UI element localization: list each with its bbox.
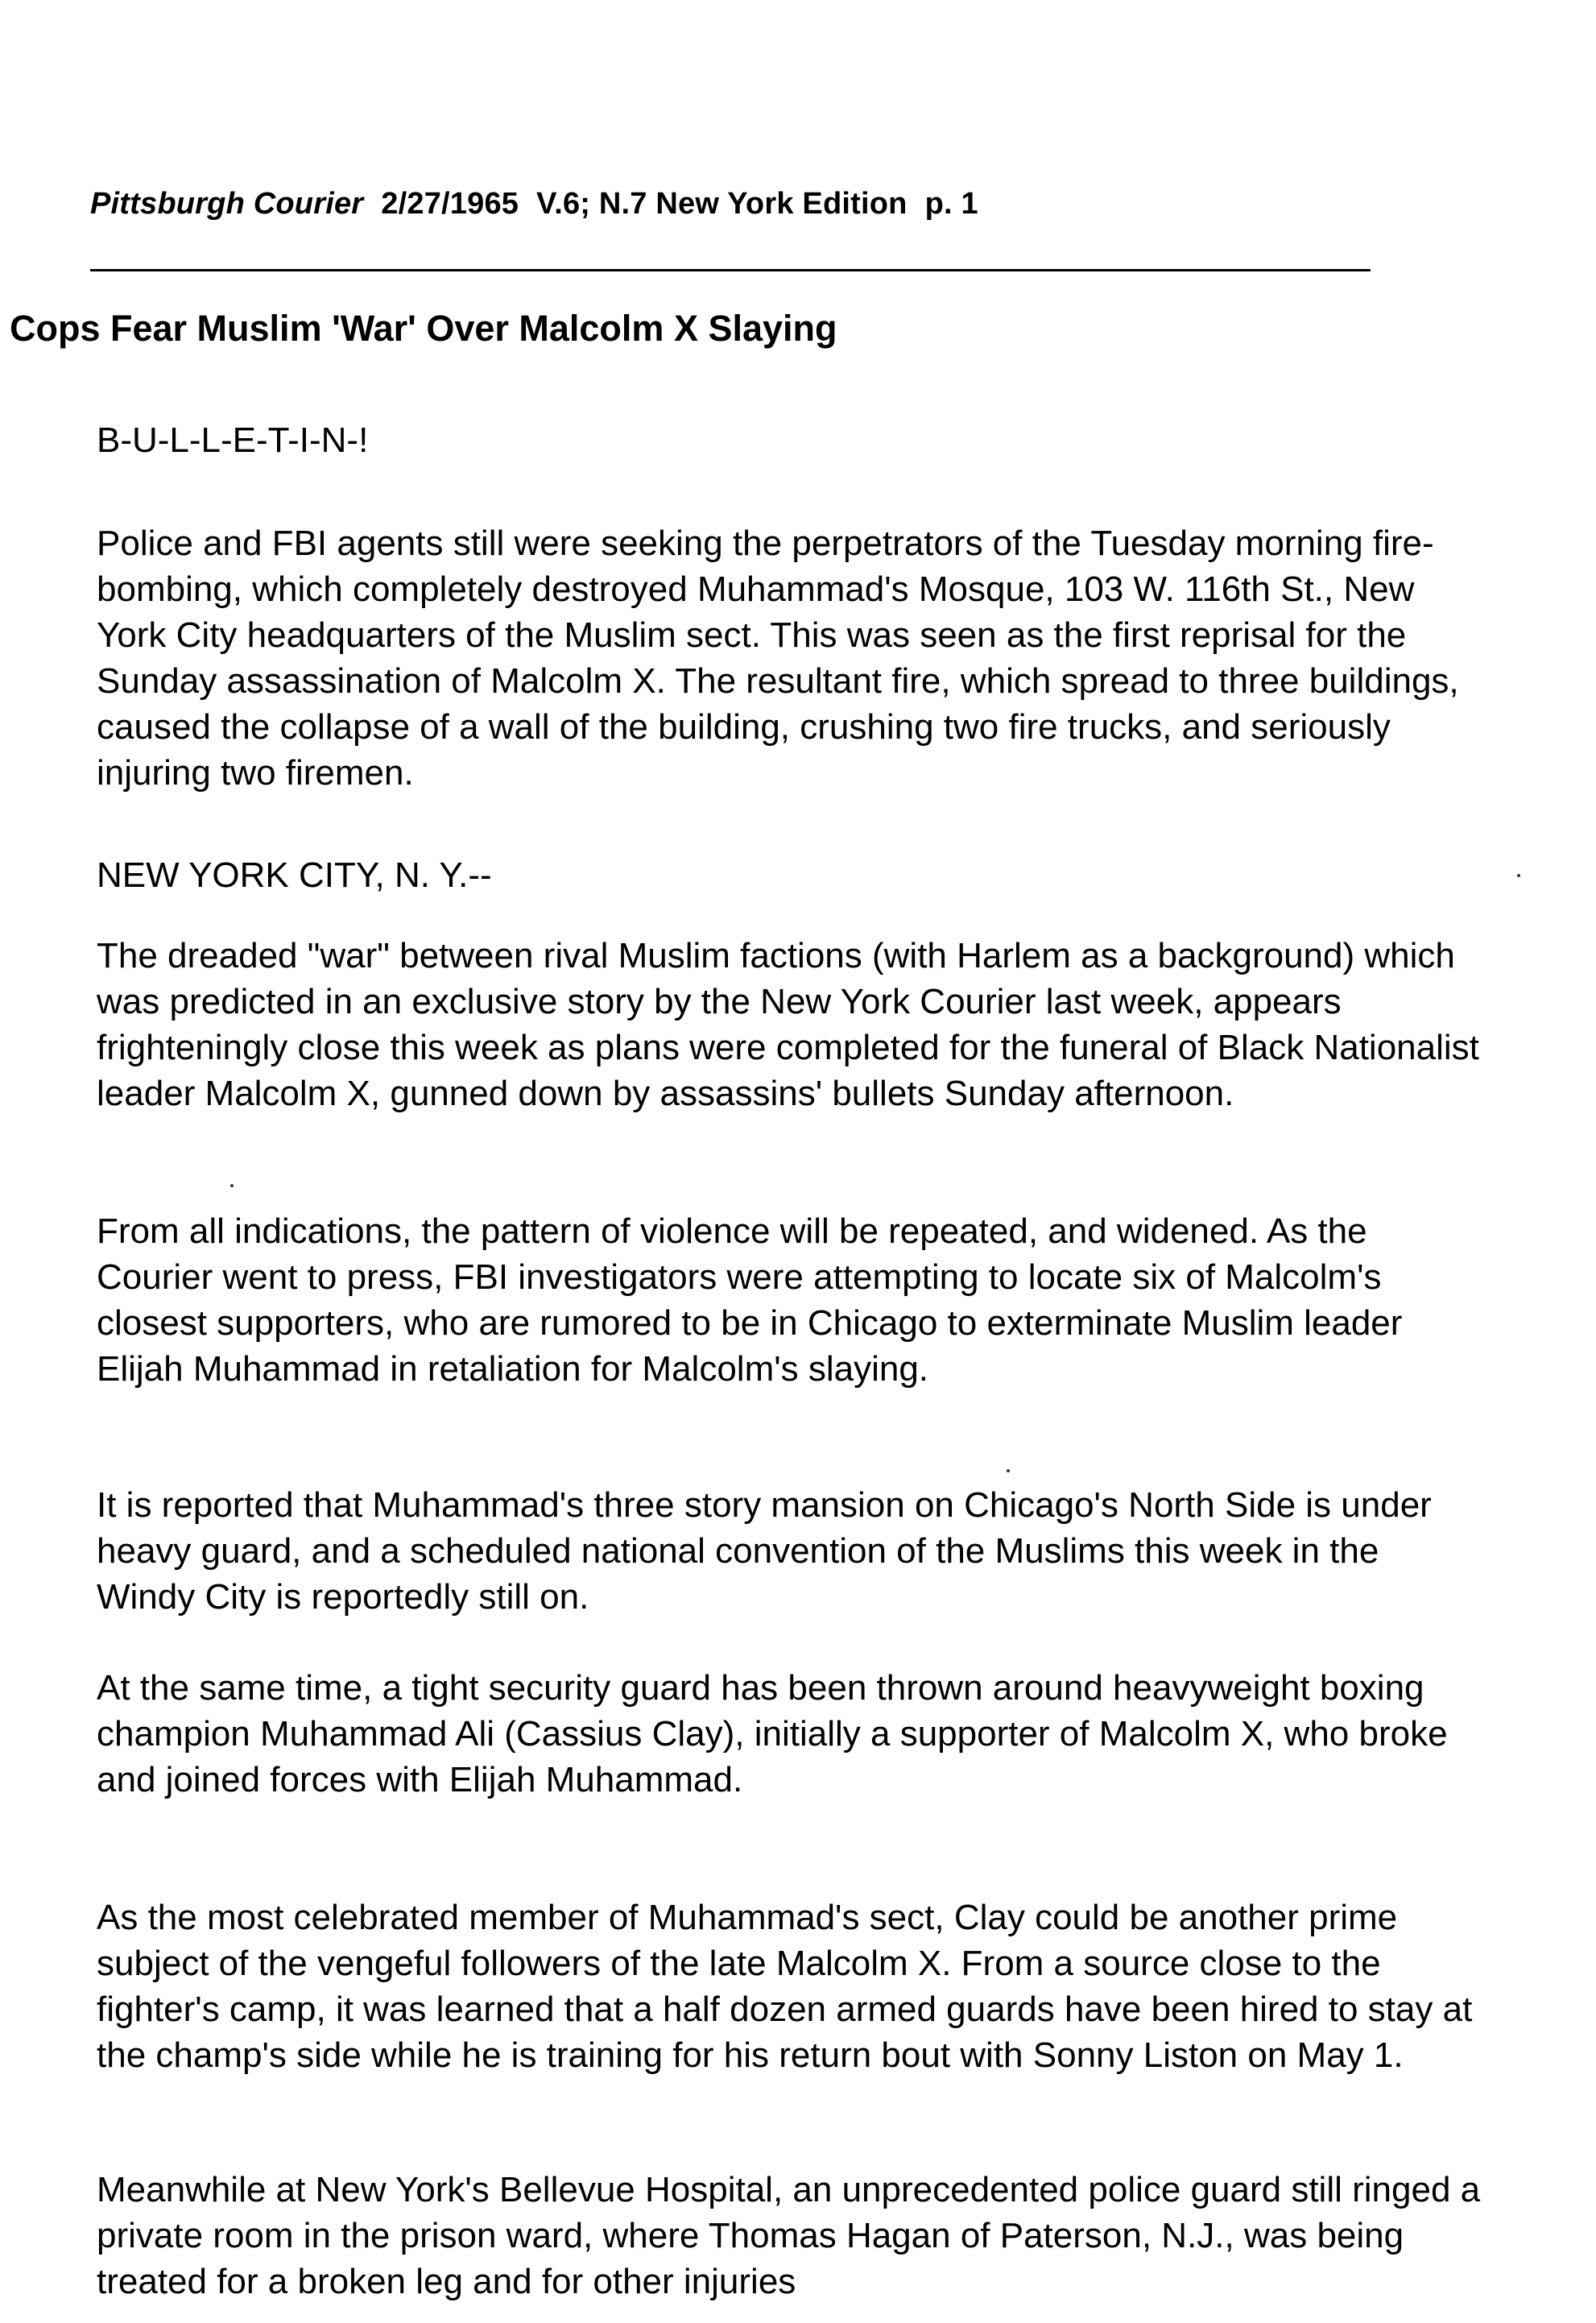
scan-speck [1517,874,1520,877]
paragraph: As the most celebrated member of Muhammad's sect, Clay could be another prime subject of the vengeful followers of the late Malcolm X. From a source close to the fighter's camp, it was learned that a half dozen armed guards have been hired to stay at the champ's side while he is training for his return bout with Sonny Liston on May 1. [97,1898,1473,2075]
scan-speck [1007,1469,1010,1472]
citation-line [90,187,978,222]
divider-rule [90,269,1371,271]
volume-number: V.6; N.7 [536,187,647,221]
paragraph: At the same time, a tight security guard has been thrown around heavyweight boxing champion Muhammad Ali (Cassius Clay), initially a supporter of Malcolm X, who broke and joined forces with Elijah Muhammad. [97,1668,1448,1799]
paragraph: The dreaded "war" between rival Muslim factions (with Harlem as a background) which was predicted in an exclusive story by the New York Courier last week, appears frighteningly close this week as plans were completed for the funeral of Black Nationalist leader Malcolm X, gunned down by assassins' bullets Sunday afternoon. [97,936,1479,1113]
article-headline: Cops Fear Muslim 'War' Over Malcolm X Slaying [10,308,837,349]
paragraph: Meanwhile at New York's Bellevue Hospital, an unprecedented police guard still ringed a private room in the prison ward, where Thomas Hagan of Paterson, N.J., was being treated for a broken leg and for other injuries [97,2170,1481,2301]
publication-name: Pittsburgh Courier [90,187,364,221]
paragraph: It is reported that Muhammad's three story mansion on Chicago's North Side is under heavy guard, and a scheduled national convention of the Muslims this week in the Windy City is reportedly still on. [97,1485,1432,1617]
bulletin-label: B-U-L-L-E-T-I-N-! [97,420,369,460]
scan-speck [230,1184,234,1187]
page-number: p. 1 [924,187,978,221]
publication-date: 2/27/1965 [381,187,519,221]
edition-name: New York Edition [655,187,908,221]
paragraph-bulletin-body: Police and FBI agents still were seeking the perpetrators of the Tuesday morning fire-bombing, which completely destroyed Muhammad's Mosque, 103 W. 116th St., New York City headquarters of the Muslim sect. This was seen as the first reprisal for the Sunday assassination of Malcolm X. The resultant fire, which spread to three buildings, caused the collapse of a wall of the building, crushing two fire trucks, and seriously injuring two firemen. [97,524,1459,793]
paragraph: From all indications, the pattern of violence will be repeated, and widened. As the Courier went to press, FBI investigators were attempting to locate six of Malcolm's closest supporters, who are rumored to be in Chicago to exterminate Muslim leader Elijah Muhammad in retaliation for Malcolm's slaying. [97,1211,1403,1389]
dateline: NEW YORK CITY, N. Y.-- [97,855,492,895]
